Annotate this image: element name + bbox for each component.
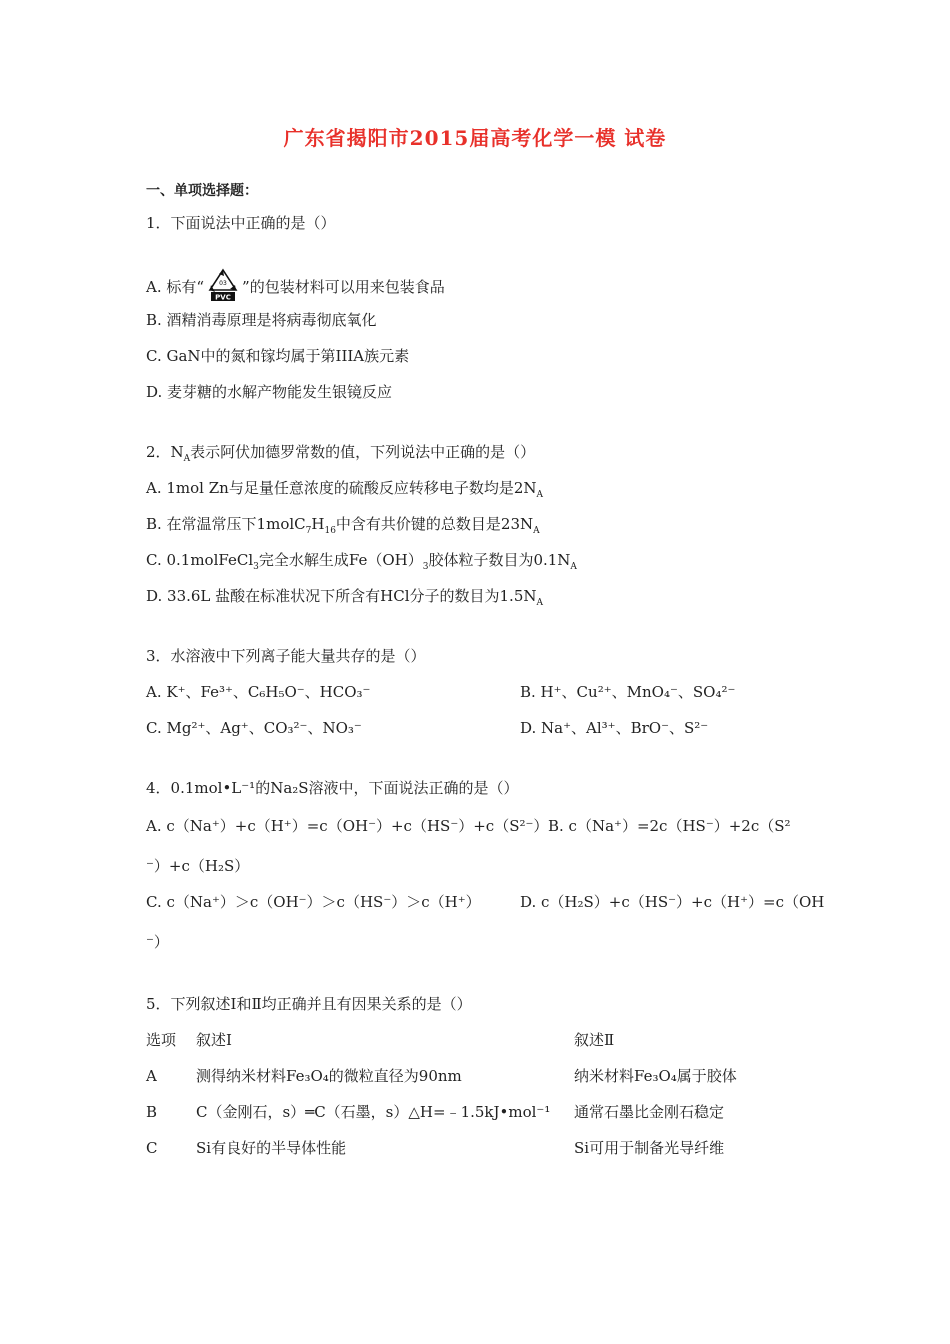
q2-option-c-mid: 完全水解生成Fe（OH）: [258, 551, 423, 569]
table-header-statement-2: 叙述Ⅱ: [574, 1031, 615, 1049]
q1-option-b: B. 酒精消毒原理是将病毒彻底氧化: [146, 311, 377, 329]
q2-stem-pre: 2．N: [146, 443, 184, 461]
table-row-a-statement-1: 测得纳米材料Fe₃O₄的微粒直径为90nm: [196, 1067, 462, 1085]
q4-option-b-continued: ⁻）+c（H₂S）: [146, 857, 250, 875]
q4-option-b: B. c（Na⁺）=2c（HS⁻）+2c（S²: [548, 817, 791, 835]
q2-option-c-sub-a: A: [570, 562, 577, 572]
q2-option-b: [146, 514, 540, 534]
q2-option-a: [146, 478, 543, 498]
q2-option-c-post: 胶体粒子数目为0.1N: [428, 551, 571, 569]
q3-option-a: A. K⁺、Fe³⁺、C₆H₅O⁻、HCO₃⁻: [146, 683, 371, 701]
q3-option-c: C. Mg²⁺、Ag⁺、CO₃²⁻、NO₃⁻: [146, 719, 362, 737]
table-row-c-option: C: [146, 1139, 158, 1157]
q1-stem: 1．下面说法中正确的是（）: [146, 214, 336, 232]
q2-option-b-h: H: [311, 515, 325, 533]
q2-option-c-sub: 3: [253, 562, 259, 572]
q1-option-a: [146, 268, 445, 302]
q2-option-b-sub1: 7: [305, 526, 312, 536]
q2-option-b-pre: B. 在常温常压下1molC: [146, 515, 306, 533]
q2-option-b-sub-a: A: [533, 526, 540, 536]
q4-option-c: C. c（Na⁺）＞c（OH⁻）＞c（HS⁻）＞c（H⁺）: [146, 893, 481, 911]
q2-stem: [146, 442, 535, 462]
q2-option-c: [146, 550, 577, 570]
table-row-c-statement-2: Si可用于制备光导纤维: [574, 1139, 725, 1157]
q1-option-a-pre: A. 标有“: [146, 278, 205, 296]
table-row-b-statement-2: 通常石墨比金刚石稳定: [574, 1103, 725, 1121]
q4-option-a: A. c（Na⁺）+c（H⁺）=c（OH⁻）+c（HS⁻）+c（S²⁻）: [146, 817, 549, 835]
q2-option-b-post: 中含有共价键的总数目是23N: [335, 515, 534, 533]
pvc-number: 03: [219, 280, 227, 287]
q2-option-c-pre: C. 0.1molFeCl: [146, 551, 254, 569]
q2-stem-post: 表示阿伏加德罗常数的值，下列说法中正确的是（）: [190, 443, 536, 461]
q3-option-b: B. H⁺、Cu²⁺、MnO₄⁻、SO₄²⁻: [520, 683, 736, 701]
q3-stem: 3．水溶液中下列离子能大量共存的是（）: [146, 647, 426, 665]
q3-option-d: D. Na⁺、Al³⁺、BrO⁻、S²⁻: [520, 719, 709, 737]
q1-option-a-post: ”的包装材料可以用来包装食品: [242, 278, 445, 296]
pvc-label: PVC: [215, 293, 231, 302]
q2-option-d-text: D. 33.6L 盐酸在标准状况下所含有HCl分子的数目为1.5N: [146, 587, 537, 605]
q2-option-c-sub2: 3: [422, 562, 429, 572]
q1-option-c: C. GaN中的氮和镓均属于第IIIA族元素: [146, 347, 410, 365]
q2-stem-sub: A: [183, 454, 191, 464]
table-row-b-statement-1: C（金刚石，s）═C（石墨，s）△H=﹣1.5kJ•mol⁻¹: [196, 1103, 551, 1121]
table-header-statement-1: 叙述Ⅰ: [196, 1031, 232, 1049]
q2-option-d: [146, 586, 543, 606]
table-row-c-statement-1: Si有良好的半导体性能: [196, 1139, 347, 1157]
table-header-option: 选项: [146, 1031, 177, 1049]
q2-option-b-sub2: 16: [324, 526, 336, 536]
table-row-a-statement-2: 纳米材料Fe₃O₄属于胶体: [574, 1067, 737, 1085]
q5-stem: 5．下列叙述Ⅰ和Ⅱ均正确并且有因果关系的是（）: [146, 995, 472, 1013]
table-row-b-option: B: [146, 1103, 158, 1121]
q2-option-d-sub: A: [536, 598, 543, 608]
table-row-a-option: A: [146, 1067, 157, 1085]
pvc-recycling-icon: [205, 268, 241, 302]
q1-option-d: D. 麦芽糖的水解产物能发生银镜反应: [146, 383, 393, 401]
q4-stem: 4．0.1mol•L⁻¹的Na₂S溶液中，下面说法正确的是（）: [146, 779, 519, 797]
q2-option-a-sub: A: [536, 490, 543, 500]
page-title: 广东省揭阳市2015届高考化学一模 试卷: [283, 126, 667, 150]
q4-option-d-continued: ⁻）: [146, 933, 169, 951]
q2-option-a-text: A. 1mol Zn与足量任意浓度的硫酸反应转移电子数均是2N: [146, 479, 537, 497]
section-heading: 一、单项选择题：: [146, 183, 258, 199]
q4-option-d: D. c（H₂S）+c（HS⁻）+c（H⁺）=c（OH: [520, 893, 825, 911]
